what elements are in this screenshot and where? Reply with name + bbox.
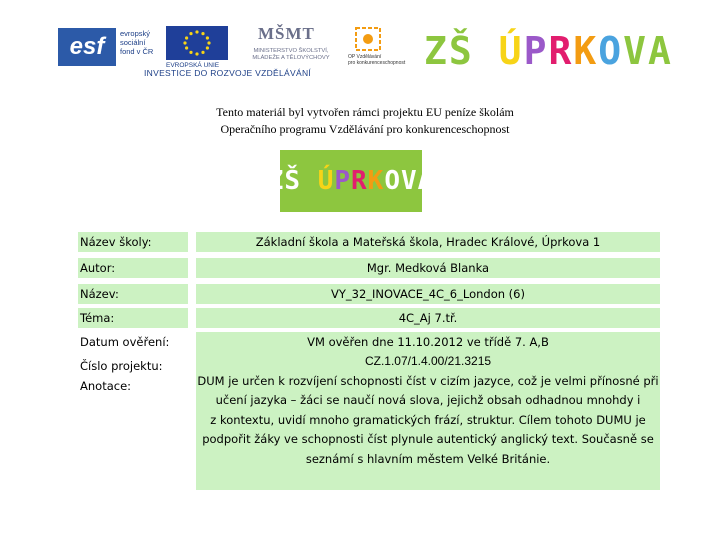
logo-letter: P <box>523 29 549 73</box>
msmt-mark: MŠMT <box>258 24 315 43</box>
msmt-text-line: MINISTERSTVO ŠKOLSTVÍ, <box>253 48 329 54</box>
logo-letter: O <box>384 166 401 196</box>
logo-letter: O <box>598 29 624 73</box>
esf-text-line: sociální <box>120 38 146 47</box>
table-row <box>78 308 660 328</box>
msmt-logo <box>236 24 336 72</box>
tagline: INVESTICE DO ROZVOJE VZDĚLÁVÁNÍ <box>144 68 312 78</box>
esf-text-line: fond v ČR <box>120 47 154 56</box>
eu-flag-icon <box>166 26 228 60</box>
logo-letter: K <box>573 29 599 73</box>
op-text <box>348 54 420 66</box>
logo-letter: A <box>417 166 435 196</box>
table-row <box>78 258 660 278</box>
logo-letter: Ú <box>498 29 524 73</box>
msmt-text <box>236 48 346 62</box>
row-value: Mgr. Medková Blanka <box>196 258 660 278</box>
row-value: VY_32_INOVACE_4C_6_London (6) <box>196 284 660 304</box>
table-row <box>78 232 660 252</box>
logo-letter: V <box>623 29 649 73</box>
row-value: Základní škola a Mateřská škola, Hradec Králové, Úprkova 1 <box>196 232 660 252</box>
logo-letter <box>301 166 318 196</box>
logo-letter: K <box>367 166 385 196</box>
row-label: Datum ověření: <box>78 332 188 352</box>
annotation-line: seznámí s hlavním městem Velké Británie. <box>305 451 551 466</box>
intro-text <box>150 104 580 138</box>
table-row <box>78 284 660 304</box>
row-value: VM ověřen dne 11.10.2012 ve třídě 7. A,B <box>196 332 660 352</box>
logo-letter: Z <box>267 166 285 196</box>
annotation-line: podpořit žáky ve schopnosti číst plynule autentický anglický text. Současně se <box>202 432 654 447</box>
logo-letter: Š <box>284 166 302 196</box>
esf-logo <box>58 28 158 66</box>
op-vk-icon <box>354 26 382 52</box>
row-label: Téma: <box>78 308 188 328</box>
project-label: Číslo projektu: <box>78 356 188 376</box>
esf-text-line: evropský <box>120 29 151 38</box>
eu-label: EVROPSKÁ UNIE <box>166 62 220 69</box>
row-label: Název školy: <box>78 232 188 252</box>
row-label: Autor: <box>78 258 188 278</box>
logo-letter: R <box>351 166 368 196</box>
op-logo <box>348 26 420 70</box>
intro-line-2: Operačního programu Vzdělávání pro konkurenceschopnost <box>220 122 510 136</box>
annotation-line: učení jazyka – žáci se naučí nová slova, jejichž obsah odhadnou mnohdy i <box>215 393 641 408</box>
esf-text <box>120 29 160 56</box>
logo-letter: Š <box>448 29 474 73</box>
logo-letter: Z <box>424 29 449 73</box>
project-number: CZ.1.07/1.4.00/21.3215 <box>364 354 492 368</box>
logo-letter: A <box>648 29 673 73</box>
op-text-line: pro konkurenceschopnost <box>348 60 406 66</box>
logo-letter: P <box>334 166 351 196</box>
table-row <box>78 332 660 352</box>
op-text-line: OP Vzdělávání <box>348 54 382 60</box>
logo-letter: V <box>400 166 418 196</box>
row-value: 4C_Aj 7.tř. <box>196 308 660 328</box>
school-logo-badge <box>267 150 435 212</box>
annotation-line: DUM je určen k rozvíjení schopnosti číst v cizím jazyce, což je velmi přínosné při <box>197 373 659 388</box>
logo-strip <box>58 24 422 80</box>
annotation-label: Anotace: <box>78 376 188 396</box>
msmt-text-line: MLÁDEŽE A TĚLOVÝCHOVY <box>252 55 330 61</box>
eu-logo <box>166 26 228 70</box>
annotation-line: z kontextu, uvidí mnoho gramatických frází, struktur. Cílem tohoto DUMU je <box>210 412 646 427</box>
annotation-block <box>196 352 660 490</box>
logo-letter: Ú <box>317 166 335 196</box>
intro-line-1: Tento materiál byl vytvořen rámci projektu EU peníze školám <box>216 105 514 119</box>
row-label: Název: <box>78 284 188 304</box>
logo-letter: R <box>548 29 574 73</box>
school-logo <box>424 28 673 74</box>
logo-letter <box>474 29 499 73</box>
esf-mark: esf <box>58 28 116 66</box>
